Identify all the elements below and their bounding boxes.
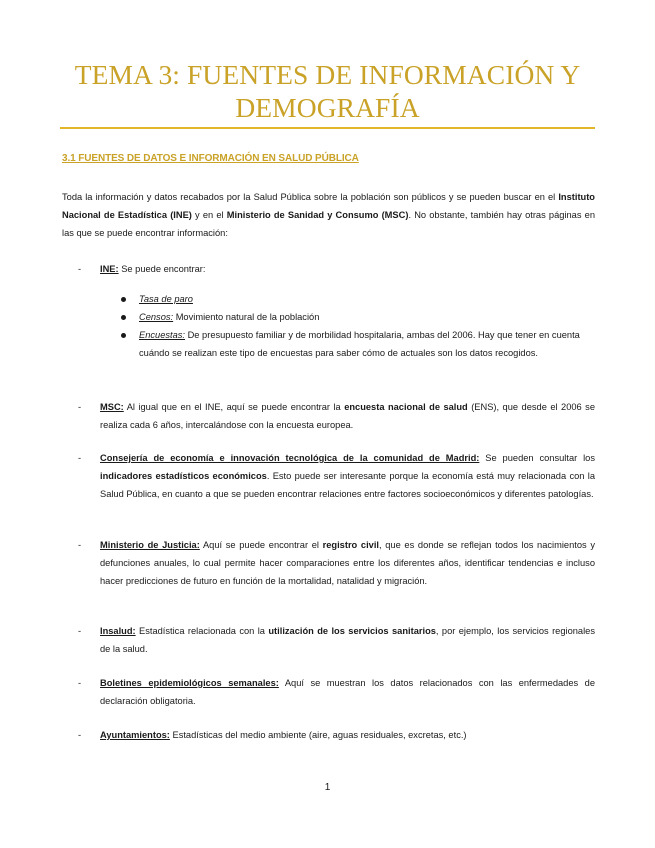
item-text: Se pueden consultar los: [479, 453, 596, 463]
subitem-term: Tasa de paro: [139, 294, 193, 304]
bullet-icon: [121, 297, 126, 302]
item-bold: registro civil: [322, 540, 379, 550]
sublist-item: [115, 326, 595, 362]
dash-marker: -: [78, 730, 82, 740]
dash-marker: -: [78, 264, 82, 274]
subitem-term: Censos:: [139, 312, 174, 322]
dash-marker: -: [78, 453, 82, 463]
item-bold: indicadores estadísticos económicos: [100, 471, 267, 481]
page-title: TEMA 3: FUENTES DE INFORMACIÓN Y DEMOGRAFÍA: [74, 59, 581, 123]
item-term: Ministerio de Justicia:: [100, 540, 200, 550]
item-term: Consejería de economía e innovación tecnológica de la comunidad de Madrid:: [100, 453, 480, 463]
item-term: Boletines epidemiológicos semanales:: [100, 678, 279, 688]
item-bold: utilización de los servicios sanitarios: [268, 626, 436, 636]
item-bold: encuesta nacional de salud: [344, 402, 468, 412]
item-text: Estadísticas del medio ambiente (aire, aguas residuales, excretas, etc.): [169, 730, 467, 740]
item-term: Ayuntamientos:: [100, 730, 170, 740]
item-text: . Esto puede ser interesante porque la economía está muy relacionada con la Salud Pública, en cuanto a que se pueden encontrar relaciones entre factores socioeconómicos y diferentes patologías.: [100, 471, 596, 499]
item-text: Se puede encontrar:: [118, 264, 206, 274]
sublist-item: [115, 308, 595, 326]
list-item-content: [100, 622, 595, 658]
item-text: (ENS), que desde el 2006 se realiza cada 6 años, intercalándose con la encuesta europea.: [100, 402, 595, 430]
intro-bold-msc: Ministerio de Sanidad y Consumo (MSC): [226, 210, 409, 220]
item-term: MSC:: [100, 402, 124, 412]
dash-marker: -: [78, 678, 82, 688]
dash-marker: -: [78, 626, 82, 636]
bullet-icon: [121, 333, 126, 338]
ine-sublist: [115, 290, 595, 362]
list-item-content: [100, 449, 595, 503]
item-text: Al igual que en el INE, aquí se puede encontrar la: [123, 402, 345, 412]
dash-marker: -: [78, 402, 82, 412]
item-text: Aquí se puede encontrar el: [199, 540, 323, 550]
subitem-term: Encuestas:: [139, 330, 185, 340]
sublist-item: [115, 290, 595, 308]
list-item-content: [100, 726, 595, 744]
section-heading: 3.1 FUENTES DE DATOS E INFORMACIÓN EN SALUD PÚBLICA: [62, 153, 359, 164]
list-item-content: [100, 398, 595, 434]
intro-bold-ine: Instituto Nacional de Estadística (INE): [62, 192, 595, 220]
item-term: INE:: [100, 264, 119, 274]
item-text: Estadística relacionada con la: [135, 626, 269, 636]
item-text: , por ejemplo, los servicios regionales de la salud.: [100, 626, 595, 654]
subitem-text: Movimiento natural de la población: [173, 312, 320, 322]
list-item-content: [100, 536, 595, 590]
list-item-content: [100, 674, 595, 710]
intro-paragraph: [62, 188, 595, 242]
item-text: Aquí se muestran los datos relacionados con las enfermedades de declaración obligatoria.: [100, 678, 595, 706]
item-term: Insalud:: [100, 626, 136, 636]
dash-marker: -: [78, 540, 82, 550]
list-item-content: [100, 260, 595, 278]
page-number: 1: [324, 782, 331, 793]
intro-text-2: y en el: [191, 210, 227, 220]
intro-text-1: Toda la información y datos recabados por la Salud Pública sobre la población son públicos y se pueden buscar en el: [62, 192, 559, 202]
bullet-icon: [121, 315, 126, 320]
title-divider: [60, 127, 595, 129]
intro-text-3: . No obstante, también hay otras páginas en las que se puede encontrar información:: [62, 210, 595, 238]
subitem-text: De presupuesto familiar y de morbilidad hospitalaria, ambas del 2006. Hay que tener en cuenta cuándo se realizan este tipo de encuestas para saber cómo de actuales son los datos recogidos.: [139, 330, 580, 358]
item-text: , que es donde se reflejan todos los nacimientos y defunciones anuales, lo cual permite hacer comparaciones entre los diferentes años, identificar tendencias e incluso hacer predicciones de futuro en función de la mortalidad, natalidad y migración.: [100, 540, 595, 586]
